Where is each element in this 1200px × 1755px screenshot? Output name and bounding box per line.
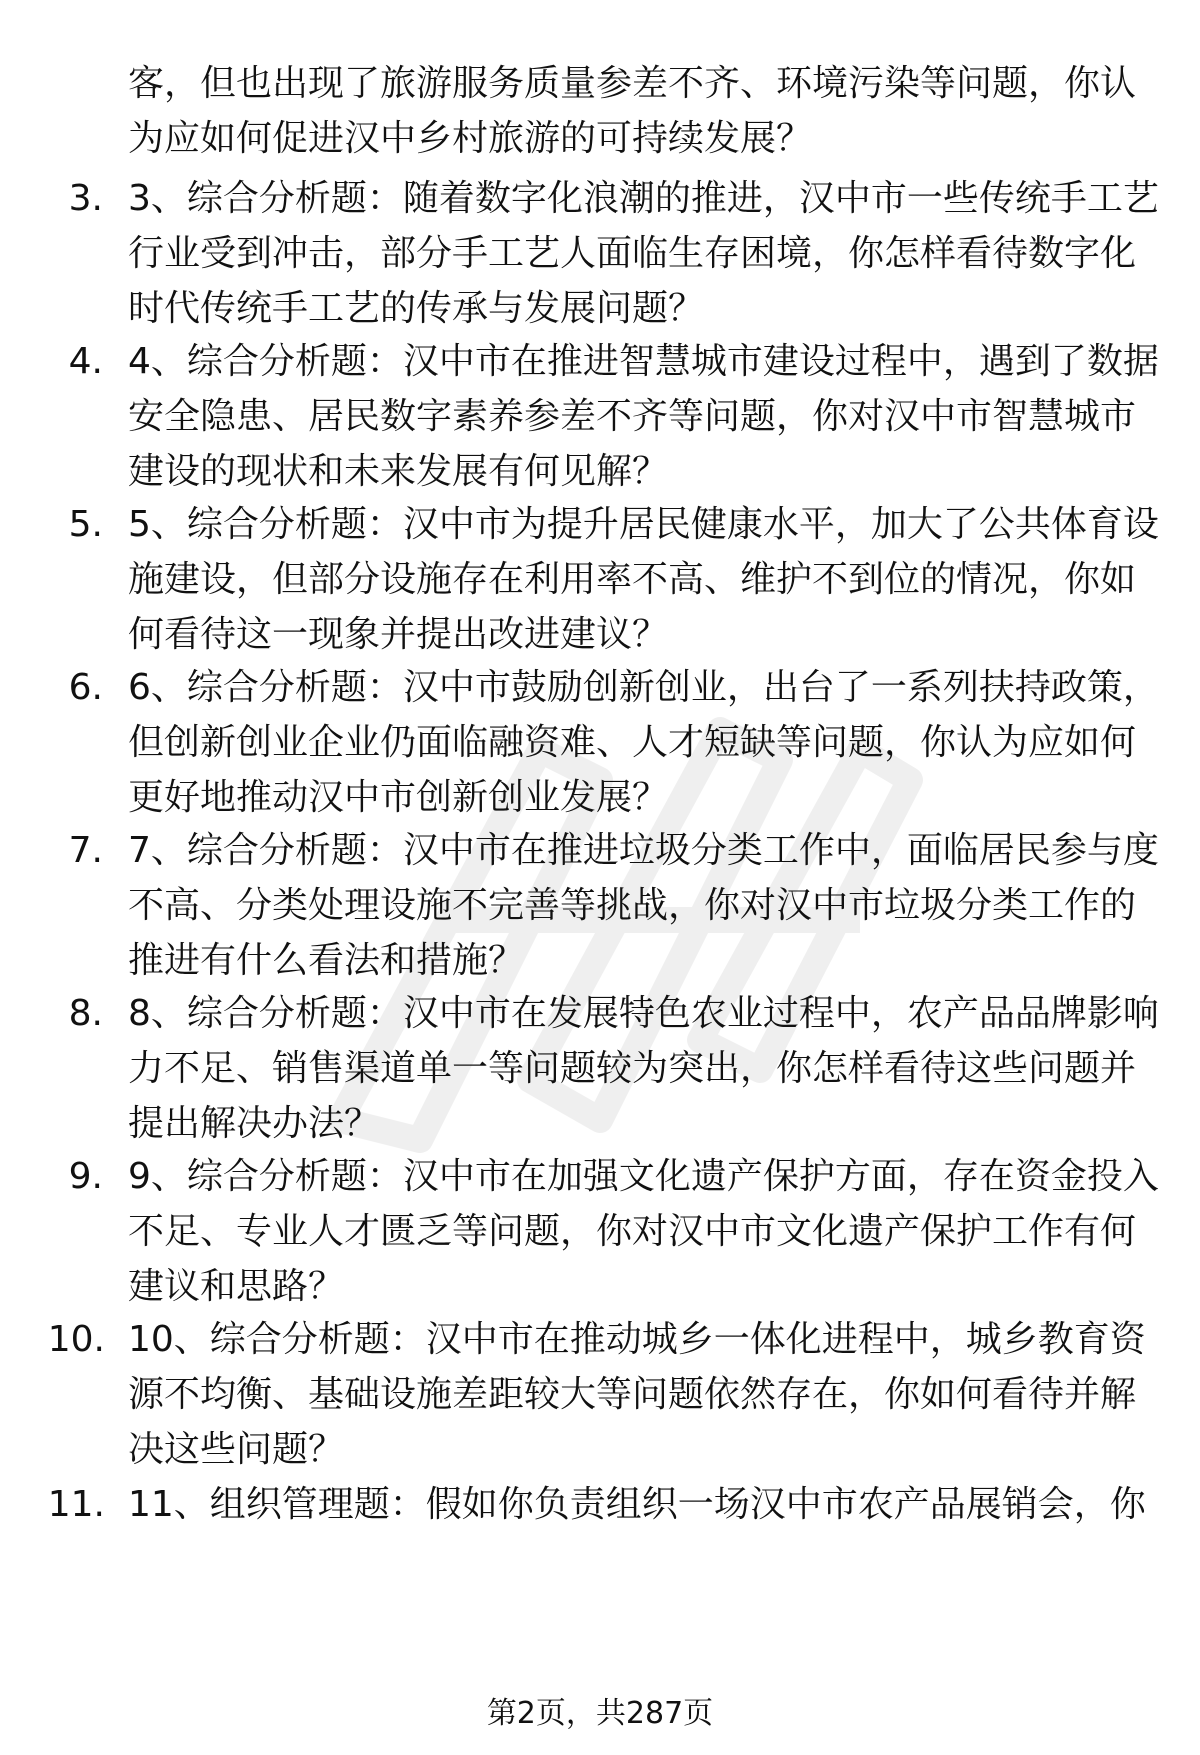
question-line: 但创新创业企业仍面临融资难、人才短缺等问题，你认为应如何 [128,722,1137,763]
question-line: 施建设，但部分设施存在利用率不高、维护不到位的情况，你如 [128,559,1137,600]
question-text [128,334,1168,499]
question-text [128,171,1168,336]
question-line: 4、综合分析题：汉中市在推进智慧城市建设过程中，遇到了数据 [128,341,1159,382]
question-line: 3、综合分析题：随着数字化浪潮的推进，汉中市一些传统手工艺 [128,178,1159,219]
intro-line: 为应如何促进汉中乡村旅游的可持续发展？ [128,118,813,159]
question-text [128,1149,1168,1314]
intro-line: 客，但也出现了旅游服务质量参差不齐、环境污染等问题，你认 [128,63,1137,104]
question-line: 5、综合分析题：汉中市为提升居民健康水平，加大了公共体育设 [128,504,1159,545]
question-line: 11、组织管理题：假如你负责组织一场汉中市农产品展销会，你 [128,1484,1146,1525]
question-line: 行业受到冲击，部分手工艺人面临生存困境，你怎样看待数字化 [128,233,1137,274]
question-text [128,1477,1168,1532]
question-line: 建设的现状和未来发展有何见解？ [128,451,669,492]
question-line: 更好地推动汉中市创新创业发展？ [128,777,669,818]
question-line: 安全隐患、居民数字素养参差不齐等问题，你对汉中市智慧城市 [128,396,1137,437]
question-line: 力不足、销售渠道单一等问题较为突出，你怎样看待这些问题并 [128,1048,1137,1089]
question-line: 8、综合分析题：汉中市在发展特色农业过程中，农产品品牌影响 [128,993,1159,1034]
list-number: 5. [68,504,103,545]
question-line: 何看待这一现象并提出改进建议？ [128,614,669,655]
question-text [128,986,1168,1151]
question-text [128,1312,1168,1477]
list-number: 8. [68,993,103,1034]
list-number: 4. [68,341,103,382]
list-number: 10. [47,1319,105,1360]
question-line: 10、综合分析题：汉中市在推动城乡一体化进程中，城乡教育资 [128,1319,1146,1360]
question-line: 7、综合分析题：汉中市在推进垃圾分类工作中，面临居民参与度 [128,830,1159,871]
intro-paragraph [128,56,1168,166]
question-line: 6、综合分析题：汉中市鼓励创新创业，出台了一系列扶持政策， [128,667,1159,708]
question-line: 决这些问题？ [128,1429,345,1470]
question-text [128,497,1168,662]
question-text [128,660,1168,825]
question-line: 提出解决办法？ [128,1103,381,1144]
question-line: 9、综合分析题：汉中市在加强文化遗产保护方面，存在资金投入 [128,1156,1159,1197]
list-number: 7. [68,830,103,871]
question-text [128,823,1168,988]
question-line: 源不均衡、基础设施差距较大等问题依然存在，你如何看待并解 [128,1374,1137,1415]
list-number: 6. [68,667,103,708]
question-line: 不足、专业人才匮乏等问题，你对汉中市文化遗产保护工作有何 [128,1211,1137,1252]
list-number: 9. [68,1156,103,1197]
page-footer: 第2页，共287页 [486,1696,714,1731]
question-line: 建议和思路？ [128,1266,345,1307]
question-line: 不高、分类处理设施不完善等挑战，你对汉中市垃圾分类工作的 [128,885,1137,926]
list-number: 3. [68,178,103,219]
question-line: 时代传统手工艺的传承与发展问题？ [128,288,705,329]
question-line: 推进有什么看法和措施？ [128,940,525,981]
list-number: 11. [47,1484,105,1525]
